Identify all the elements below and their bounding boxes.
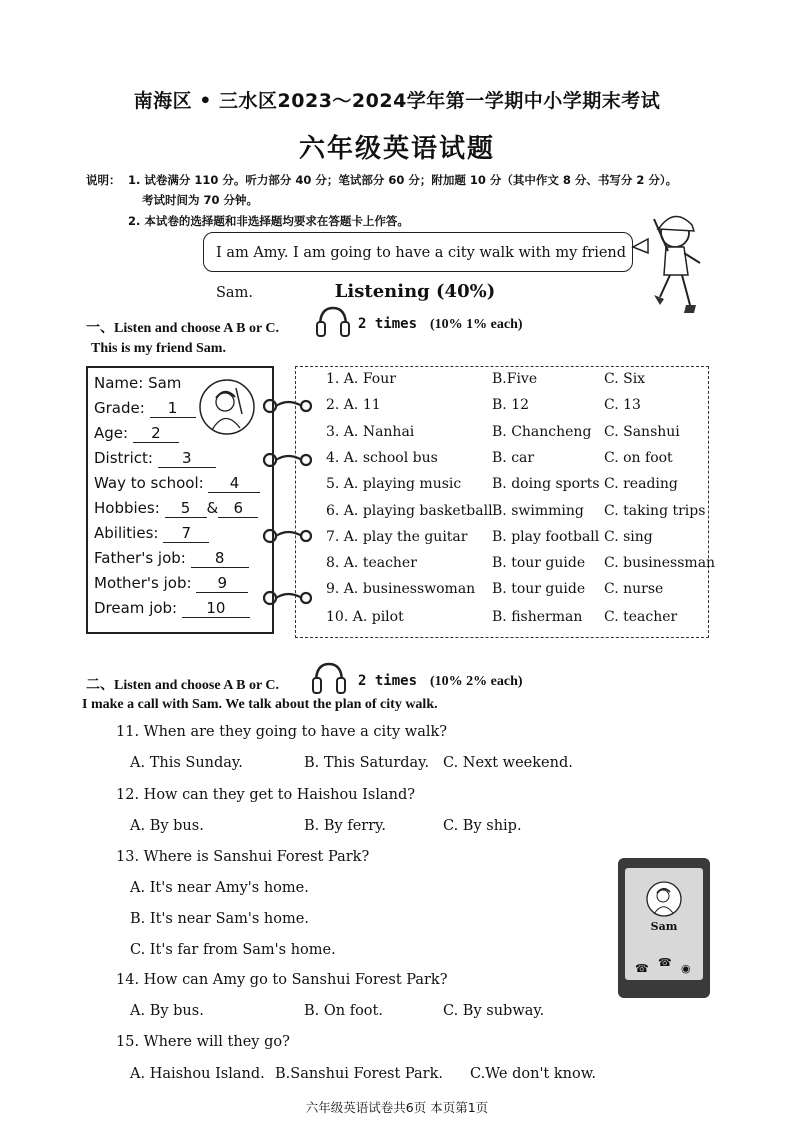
q1-option-a: 1. A. Four (326, 371, 396, 387)
q6-option-c: C. taking trips (604, 503, 706, 519)
part2-times: 2 times (358, 673, 418, 689)
decline-call-icon: ☎ (635, 962, 649, 975)
phone-illustration (618, 858, 710, 998)
q14-option-a: A. By bus. (130, 1003, 204, 1019)
q9-option-c: C. nurse (604, 581, 664, 597)
q11-option-a: A. This Sunday. (130, 755, 243, 771)
listening-title: Listening (40%) (334, 281, 496, 302)
instructions-label: 说明： (86, 173, 121, 187)
part1-options-box (295, 366, 716, 638)
q8-option-b: B. tour guide (492, 555, 586, 571)
phone-screen (625, 868, 703, 980)
q13-option-b: B. It's near Sam's home. (130, 911, 309, 927)
q10-option-a: 10. A. pilot (326, 609, 404, 625)
q15-option-b: B.Sanshui Forest Park. (275, 1066, 444, 1082)
card-row-district: District: 3 (94, 449, 216, 468)
q12-option-c: C. By ship. (443, 818, 522, 834)
card-row-name: Name: Sam (94, 374, 182, 392)
part1-heading: 一、Listen and choose A B or C. (86, 321, 280, 336)
sam-avatar (198, 378, 256, 436)
q3-option-c: C. Sanshui (604, 424, 680, 440)
card-row-father-job: Father's job: 8 (94, 549, 249, 568)
q11-option-c: C. Next weekend. (443, 755, 573, 771)
q13-option-a: A. It's near Amy's home. (130, 880, 309, 896)
q4-option-b: B. car (492, 450, 535, 466)
exam-title: 南海区 • 三水区2023～2024学年第一学期中小学期末考试 (133, 90, 661, 112)
q6-option-b: B. swimming (492, 503, 584, 519)
q15-text: 15. Where will they go? (116, 1034, 290, 1050)
q3-option-b: B. Chancheng (492, 424, 592, 440)
card-row-mother-job: Mother's job: 9 (94, 574, 248, 593)
q1-option-c: C. Six (604, 371, 646, 387)
part2-intro: I make a call with Sam. We talk about the plan of city walk. (82, 697, 438, 712)
q10-option-b: B. fisherman (492, 609, 583, 625)
q13-option-c: C. It's far from Sam's home. (130, 942, 336, 958)
headphones-icon (314, 304, 352, 338)
q10-option-c: C. teacher (604, 609, 678, 625)
speech-bubble: I am Amy. I am going to have a city walk with my friend Sam. (203, 232, 633, 272)
card-row-abilities: Abilities: 7 (94, 524, 209, 543)
q12-text: 12. How can they get to Haishou Island? (116, 787, 416, 803)
card-row-dream-job: Dream job: 10 (94, 599, 250, 618)
q2-option-a: 2. A. 11 (326, 397, 381, 413)
info-card (86, 366, 274, 634)
q5-option-c: C. reading (604, 476, 678, 492)
part1-intro: This is my friend Sam. (91, 341, 226, 356)
q9-option-b: B. tour guide (492, 581, 586, 597)
girl-illustration (630, 205, 710, 320)
q3-option-a: 3. A. Nanhai (326, 424, 415, 440)
instruction-1: 1. 试卷满分 110 分。听力部分 40 分；笔试部分 60 分；附加题 10 分（其中作文 8 分、书写分 2 分）。 (128, 173, 678, 187)
q15-option-a: A. Haishou Island. (130, 1066, 265, 1082)
q11-text: 11. When are they going to have a city walk? (116, 724, 448, 740)
card-row-grade: Grade: 1 (94, 399, 196, 418)
page-footer: 六年级英语试卷共6页 本页第1页 (305, 1100, 489, 1115)
headphones-icon (310, 660, 348, 696)
part2-score: (10% 2% each) (430, 674, 523, 689)
q14-text: 14. How can Amy go to Sanshui Forest Park? (116, 972, 448, 988)
q2-option-c: C. 13 (604, 397, 641, 413)
q5-option-a: 5. A. playing music (326, 476, 462, 492)
part1-score: (10% 1% each) (430, 317, 523, 332)
q8-option-c: C. businessman (604, 555, 716, 571)
q4-option-c: C. on foot (604, 450, 673, 466)
q14-option-c: C. By subway. (443, 1003, 545, 1019)
answer-call-icon: ☎ (658, 956, 672, 969)
exam-subtitle: 六年级英语试题 (298, 134, 495, 164)
q13-text: 13. Where is Sanshui Forest Park? (116, 849, 370, 865)
card-row-way-to-school: Way to school: 4 (94, 474, 260, 493)
q7-option-a: 7. A. play the guitar (326, 529, 468, 545)
q1-option-b: B.Five (492, 371, 538, 387)
part2-heading: 二、Listen and choose A B or C. (86, 678, 280, 693)
q15-option-c: C.We don't know. (470, 1066, 597, 1082)
q9-option-a: 9. A. businesswoman (326, 581, 476, 597)
q12-option-b: B. By ferry. (304, 818, 387, 834)
q8-option-a: 8. A. teacher (326, 555, 417, 571)
card-row-hobbies: Hobbies: 5 & 6 (94, 499, 258, 518)
caller-avatar (645, 880, 683, 918)
q7-option-c: C. sing (604, 529, 653, 545)
q11-option-b: B. This Saturday. (304, 755, 430, 771)
q6-option-a: 6. A. playing basketball (326, 503, 493, 519)
part1-times: 2 times (358, 316, 418, 332)
card-row-age: Age: 2 (94, 424, 179, 443)
q12-option-a: A. By bus. (130, 818, 204, 834)
caller-name: Sam (650, 920, 678, 933)
instruction-1-cont: 考试时间为 70 分钟。 (142, 193, 259, 207)
instruction-2: 2. 本试卷的选择题和非选择题均要求在答题卡上作答。 (128, 214, 409, 228)
q5-option-b: B. doing sports (492, 476, 600, 492)
record-icon: ◉ (681, 962, 691, 975)
q14-option-b: B. On foot. (304, 1003, 383, 1019)
q7-option-b: B. play football (492, 529, 600, 545)
q2-option-b: B. 12 (492, 397, 530, 413)
q4-option-a: 4. A. school bus (326, 450, 438, 466)
